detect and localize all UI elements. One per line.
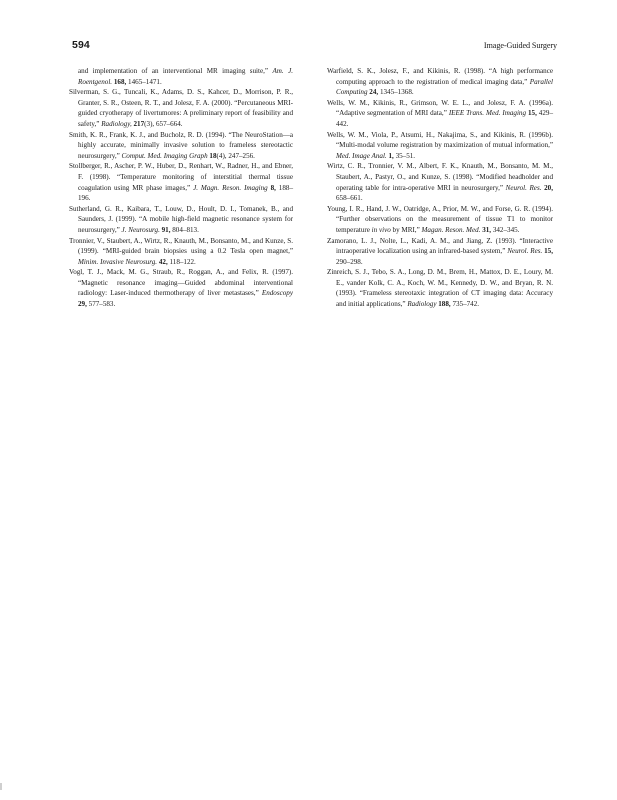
reference-entry: Wells, W. M., Viola, P., Atsumi, H., Nakajima, S., and Kikinis, R. (1996b). “Multi-modal volume registration by maximization of mutual information,” Med. Image Anal. 1, 35–51. [327,130,553,160]
reference-entry: Stollberger, R., Ascher, P. W., Huber, D., Renhart, W., Radner, H., and Ebner, F. (1998). “Temperature monitoring of interstitial thermal tissue coagulation using MR phase images,” J. Magn. Reson. Imaging 8, 188–196. [69,162,293,203]
reference-entry: Young, I. R., Hand, J. W., Oatridge, A., Prior, M. W., and Forse, G. R. (1994). “Further observations on the measurement of tissue T1 to monitor temperature in vivo by MRI,” Magan. Reson. Med. 31, 342–345. [327,204,553,234]
reference-entry: Zinreich, S. J., Tebo, S. A., Long, D. M., Brem, H., Mattox, D. E., Loury, M. E., vander Kolk, C. A., Koch, W. M., Kennedy, D. W., and Bryan, R. N. (1993). “Frameless stereotaxic integration of CT imaging data: Accuracy and initial applications,” Radiology 188, 735–742. [327,268,553,309]
journal-name: Comput. Med. Imaging Graph [121,151,208,160]
reference-entry: Zamorano, L. J., Nolte, L., Kadi, A. M., and Jiang, Z. (1993). “Interactive intraoperative localization using an infrared-based system,” Neurol. Res. 15, 290–298. [327,236,553,266]
running-head: Image-Guided Surgery [483,41,557,50]
volume-number: 42, [157,257,168,266]
journal-name: IEEE Trans. Med. Imaging [448,109,527,118]
volume-number: 31, [480,225,492,234]
references-right-column [327,66,553,310]
references-left-column [69,66,293,310]
edge-mark [0,783,2,790]
journal-name: J. Neurosurg. [121,225,160,234]
volume-number: 168, [112,77,127,86]
journal-name: Radiology, [101,119,132,128]
journal-name: J. Magn. Reson. Imaging [193,183,268,192]
reference-entry: Wells, W. M., Kikinis, R., Grimson, W. E. L., and Jolesz, F. A. (1996a). “Adaptive segmentation of MRI data,” IEEE Trans. Med. Imaging 15, 429–442. [327,98,553,128]
reference-entry: Sutherland, G. R., Kaibara, T., Louw, D., Hoult, D. I., Tomanek, B., and Saunders, J. (1999). “A mobile high-field magnetic resonance system for neurosurgery,” J. Neurosurg. 91, 804–813. [69,204,293,234]
reference-entry: and implementation of an interventional MR imaging suite,” Am. J. Roentgenol. 168, 1465–1471. [78,67,293,86]
journal-name: Radiology [407,300,437,309]
journal-name: Med. Image Anal. [336,151,387,160]
italic-term: in vivo [371,225,391,234]
journal-name: Neurol. Res. [507,247,543,256]
volume-number: 15, [542,247,553,256]
journal-name: Am. J. Roentgenol. [78,67,293,86]
reference-entry: Vogl, T. J., Mack, M. G., Straub, R., Roggan, A., and Felix, R. (1997). “Magnetic resonance imaging—Guided abdominal interventional radiology: Laser-induced thermotherapy of liver metastases,” Endoscopy 29, 577–583. [69,268,293,309]
volume-number: 217 [131,119,145,128]
reference-entry: Smith, K. R., Frank, K. J., and Bucholz, R. D. (1994). “The NeuroStation—a highly accurate, minimally invasive solution to frameless stereotactic neurosurgery,” Comput. Med. Imaging Graph 18(4), 247–256. [69,130,293,160]
volume-number: 8, [267,183,276,192]
volume-number: 24, [367,88,379,97]
journal-name: Endoscopy [261,289,293,298]
journal-name: Minim. Invasive Neurosurg. [78,257,158,266]
reference-entry: Silverman, S. G., Tuncali, K., Adams, D. S., Kahcer, D., Morrison, P. R., Granter, S. R., Osteen, R. T., and Jolesz, F. A. (2000). “Percutaneous MRI-guided cryotherapy of livertumores: A preliminary report of feasibility and safety,” Radiology, 217(3), 657–664. [69,88,293,128]
volume-number: 29, [78,300,87,309]
reference-entry: Tronnier, V., Staubert, A., Wirtz, R., Knauth, M., Bonsanto, M., and Kunze, S. (1999). “MRI-guided brain biopsies using a 0.2 Tesla open magnet,” Minim. Invasive Neurosurg. 42, 118–122. [69,236,293,266]
reference-entry: Warfield, S. K., Jolesz, F., and Kikinis, R. (1998). “A high performance computing approach to the registration of medical imaging data,” Parallel Computing 24, 1345–1368. [327,67,553,97]
volume-number: 20, [541,183,553,192]
journal-name: Parallel Computing [336,77,553,97]
volume-number: 15, [526,109,537,118]
volume-number: 18 [207,151,217,160]
reference-entry: Wirtz, C. R., Tronnier, V. M., Albert, F. K., Knauth, M., Bonsanto, M. M., Staubert, A., Pastyr, O., and Kunze, S. (1998). “Modified headholder and operating table for intra-operative MRI in neurosurgery,” Neurol. Res. 20, 658–661. [327,162,553,203]
journal-name: Neurol. Res. [505,183,542,192]
page-number: 594 [72,39,90,51]
volume-number: 91, [159,225,171,234]
volume-number: 188, [436,300,451,309]
volume-number: 1, [386,151,394,160]
journal-name: Magan. Reson. Med. [421,225,481,234]
